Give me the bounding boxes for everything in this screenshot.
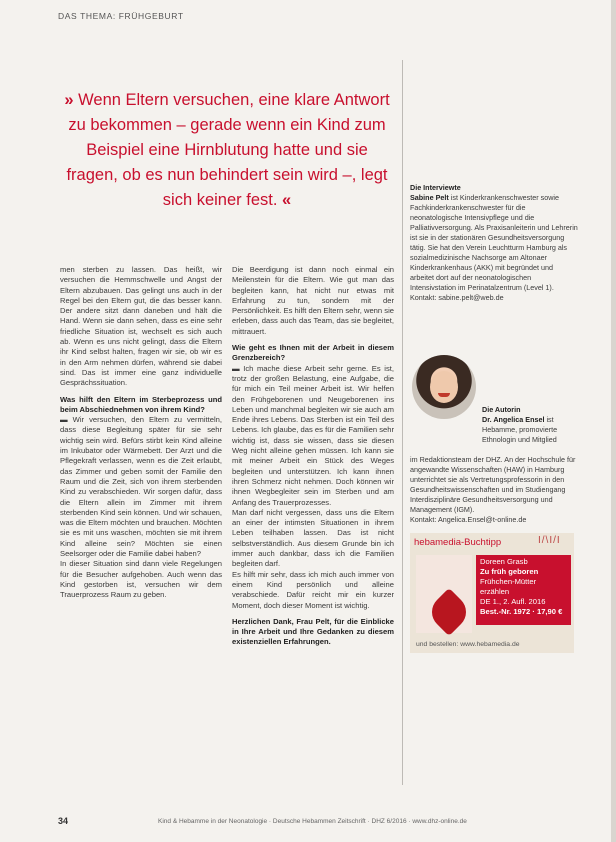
page-edge [611, 0, 616, 842]
footer-line: Kind & Hebamme in der Neonatologie · Deutsche Hebammen Zeitschrift · DHZ 6/2016 · www.dhz-online.de [158, 818, 467, 825]
author-contact: Kontakt: Angelica.Ensel@t-online.de [410, 515, 527, 524]
paragraph: In dieser Situation sind dann viele Regelungen für die Besucher aufgehoben. Auch wenn das Kind gestorben ist, versuchen wir dem Trauerprozess Raum zu geben. [60, 559, 222, 600]
hebamedia-logo: I/\I/I [538, 535, 561, 546]
text-column-1 [60, 265, 222, 601]
book-cover [416, 555, 472, 633]
paragraph: ▬ Ich mache diese Arbeit sehr gerne. Es ist, trotz der großen Belastung, eine Aufgabe, die für mich ein Teil meiner Arbeit ist. Wir helfen den Frühgeborenen und Neugeborenen ins Leben und manchmal begleiten wir sie auch am Ende ihres Lebens. Das Sterben ist ein Teil des Lebens. Ich glaube, das es für die Familien sehr wichtig ist, dass sie wissen, dass sie diesen Weg nicht alleine gehen müssen. Ich kann sie mit meiner Arbeit ein Stück des Weges begleiten und unterstützen. Ich kann ihnen ihren Schmerz nicht nehmen. Doch können wir ihnen Wegbegleiter sein im Sterben und am Anfang des Trauerprozesses. [232, 363, 394, 507]
section-header: DAS THEMA: FRÜHGEBURT [58, 11, 184, 21]
interviewee-heading: Die Interviewte [410, 183, 461, 192]
book-order-link[interactable]: und bestellen: www.hebamedia.de [416, 641, 520, 648]
page-number: 34 [58, 816, 69, 826]
book-subtitle: Frühchen-Mütter erzählen [480, 577, 537, 596]
pull-quote [62, 88, 392, 213]
paragraph: Die Beerdigung ist dann noch einmal ein Meilenstein für die Eltern. Wie gut man das begleiten kann, hat nicht nur etwas mit Erfahrung zu tun, sondern mit der Persönlichkeit. Es hilft den Eltern sehr, wenn sie erleben, dass auch das Team, das sie begleitet, mittrauert. [232, 265, 394, 336]
author-box [482, 405, 580, 445]
author-heading: Die Autorin [482, 405, 521, 414]
interviewee-name: Sabine Pelt [410, 193, 449, 202]
interviewee-box [410, 183, 578, 303]
author-bio: im Redaktionsteam der DHZ. An der Hochschule für angewandte Wissenschaften (HAW) in Hamburg unterrichtet sie als Vertretungsprofessorin in den Gesundheitswissenschaften und im Studiengang Interdisziplinäre Gesundheitsversorgung und Management (IGM). [410, 455, 576, 514]
author-bio-continued [410, 455, 580, 525]
pull-quote-text: Wenn Eltern versuchen, eine klare Antwort zu bekommen – gerade wenn ein Kind zum Beispiel eine Hirnblutung hatte und sie fragen, ob es nun behindert sein wird –, legt sich keiner fest. [66, 91, 390, 209]
text-column-2 [232, 265, 394, 648]
closing-thanks: Herzlichen Dank, Frau Pelt, für die Einblicke in Ihre Arbeit und Ihre Gedanken zu diesem existenziellen Erfahrungen. [232, 616, 394, 647]
heart-icon [425, 588, 473, 636]
author-face [430, 371, 458, 403]
book-tip-label: hebamedia-Buchtipp [414, 537, 502, 548]
interviewee-bio: ist Kinderkrankenschwester sowie Fachkinderkrankenschwester für die neonatologische Intensivpflege und die Palliativversorgung. Als Praxisanleiterin und Lehrerin ist sie in der stationären Gesundheitsversorgung tätig. Sie hat den Verein Leuchtturm Hamburg als sozialmedizinische Nachsorge am Altonaer Kinderkrankenhaus (AKK) mit begründet und arbeitet dort auf der neonatologischen Intensivstation im Perinatalzentrum (Level 1). [410, 193, 578, 292]
close-quote-mark: « [282, 191, 292, 209]
book-edition: DE 1., 2. Aufl. 2016 [480, 597, 546, 606]
author-bio-short: ist Hebamme, promovierte Ethnologin und Mitglied [482, 415, 558, 444]
book-title: Zu früh geboren [480, 567, 539, 576]
book-author: Doreen Grasb [480, 557, 528, 566]
question-heading: Was hilft den Eltern im Sterbeprozess und beim Abschiednehmen von ihrem Kind? [60, 394, 222, 414]
book-order-number: Best.-Nr. 1972 · 17,90 € [480, 607, 563, 616]
open-quote-mark: » [64, 91, 74, 109]
question-heading: Wie geht es Ihnen mit der Arbeit in diesem Grenzbereich? [232, 343, 394, 363]
interviewee-contact: Kontakt: sabine.pelt@web.de [410, 293, 504, 302]
book-info [476, 555, 571, 625]
paragraph: Man darf nicht vergessen, dass uns die Eltern an einer der intimsten Situationen in ihrem Leben teilhaben lassen. Das ist nicht selbstverständlich. Aus diesem Grunde bin ich immer auch dankbar, dass ich die Familien begleiten darf. [232, 507, 394, 569]
book-tip-box[interactable] [410, 533, 574, 653]
author-name: Dr. Angelica Ensel [482, 415, 545, 424]
author-photo [412, 355, 476, 419]
column-divider [402, 60, 403, 785]
paragraph: men sterben zu lassen. Das heißt, wir versuchen die Hemmschwelle und Angst der Eltern abzubauen. Das gelingt uns auch in der Regel bei den Eltern gut, die das besser kann. Der andere sitzt dann daneben und hält die Hand. Wenn sie dann sehen, dass es eine sehr friedliche Situation ist, wechselt es sich auch ab. Wenn es uns nicht gelingt, dass die Eltern ihr Kind selbst halten, fragen wir sie, ob wir es in den Arm nehmen dürfen, während sie dabei sind. Das ist immer eine ganz individuelle Gesprächssituation. [60, 265, 222, 388]
paragraph: Es hilft mir sehr, dass ich mich auch immer von einem Kind persönlich und alleine verabschiede. Dafür reicht mir ein kurzer Moment, doch dieser Moment ist wichtig. [232, 569, 394, 610]
paragraph: ▬ Wir versuchen, den Eltern zu vermitteln, dass diese Begleitung später für sie sehr wichtig sein wird. Befürs stirbt kein Kind alleine im Inkubator oder Wärmebett. Der Arzt und die Pflegekraft verlassen, wenn es die Zeit erlaubt, das Zimmer und geben somit der Familie den Raum und die Zeit, sich von ihrem sterbenden Kind zu verabschieden. Wir sorgen dafür, dass die Eltern allein im Zimmer mit ihrem sterbenden Kind sein können. Und wir schauen, was die Eltern möchten und brauchen. Möchten sie es mit uns waschen, möchten sie mit ihrem Kind alleine sein? Möchten sie einen Seelsorger oder die Familie dabei haben? [60, 415, 222, 559]
